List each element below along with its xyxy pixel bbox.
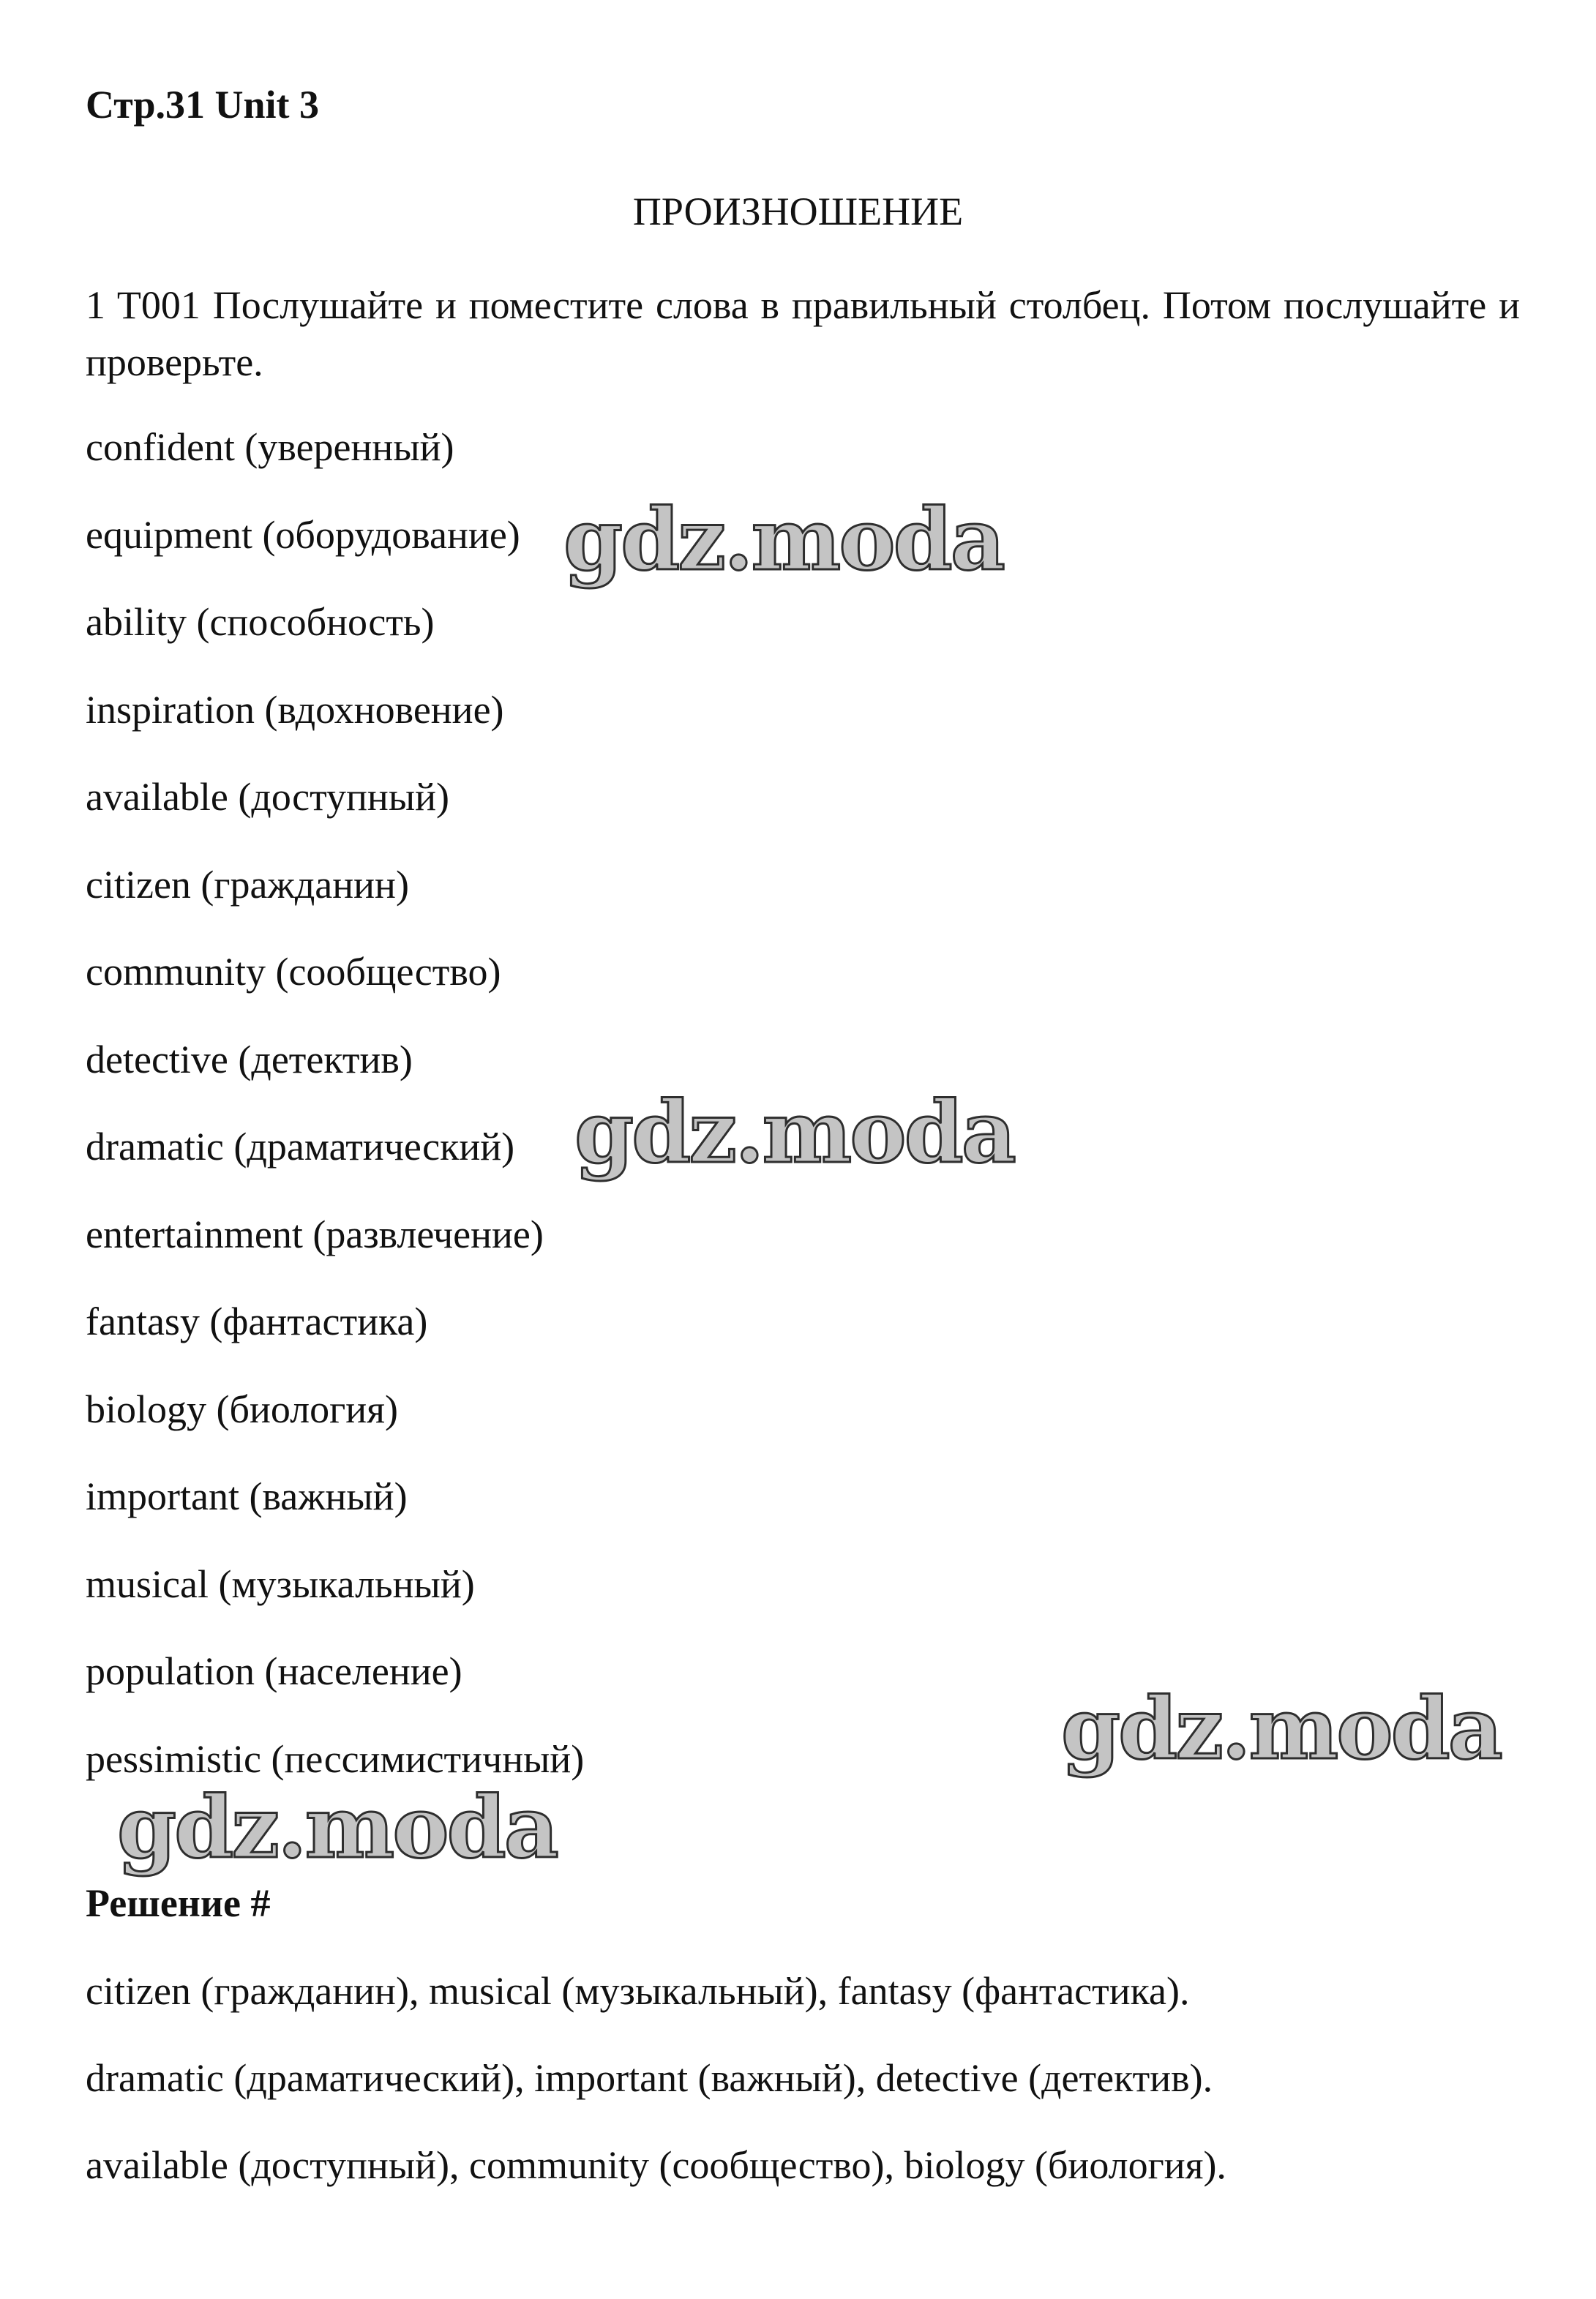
watermark-logo: gdz.moda bbox=[563, 490, 1003, 590]
word-item: ability (способность) bbox=[86, 600, 435, 644]
word-item: pessimistic (пессимистичный) bbox=[86, 1736, 585, 1781]
solution-line: available (доступный), community (сообщество), biology (биология). bbox=[86, 2143, 1226, 2187]
word-item: musical (музыкальный) bbox=[86, 1561, 475, 1606]
solution-line: dramatic (драматический), important (важный), detective (детектив). bbox=[86, 2056, 1213, 2100]
word-item: inspiration (вдохновение) bbox=[86, 687, 504, 732]
word-item: citizen (гражданин) bbox=[86, 862, 409, 907]
word-item: detective (детектив) bbox=[86, 1037, 413, 1081]
word-item: entertainment (развлечение) bbox=[86, 1212, 544, 1256]
solution-list bbox=[86, 1964, 1226, 2225]
solution-line: citizen (гражданин), musical (музыкальный), fantasy (фантастика). bbox=[86, 1969, 1190, 2013]
word-item: important (важный) bbox=[86, 1474, 408, 1518]
word-item: dramatic (драматический) bbox=[86, 1125, 515, 1169]
watermark-logo: gdz.moda bbox=[1061, 1679, 1501, 1779]
word-item: confident (уверенный) bbox=[86, 425, 454, 469]
word-item: population (население) bbox=[86, 1649, 462, 1693]
exercise-instruction: 1 T001 Послушайте и поместите слова в правильный столбец. Потом послушайте и проверьте. bbox=[86, 283, 1520, 384]
word-item: available (доступный) bbox=[86, 775, 449, 819]
word-list bbox=[86, 420, 584, 1819]
word-item: biology (биология) bbox=[86, 1387, 398, 1431]
watermark-logo: gdz.moda bbox=[117, 1778, 557, 1878]
watermark-logo: gdz.moda bbox=[574, 1083, 1014, 1182]
page-header: Стр.31 Unit 3 bbox=[86, 83, 320, 127]
word-item: community (сообщество) bbox=[86, 950, 501, 994]
word-item: equipment (оборудование) bbox=[86, 512, 520, 557]
section-title: ПРОИЗНОШЕНИЕ bbox=[632, 190, 964, 233]
solution-label: Решение # bbox=[86, 1881, 271, 1925]
word-item: fantasy (фантастика) bbox=[86, 1299, 428, 1343]
